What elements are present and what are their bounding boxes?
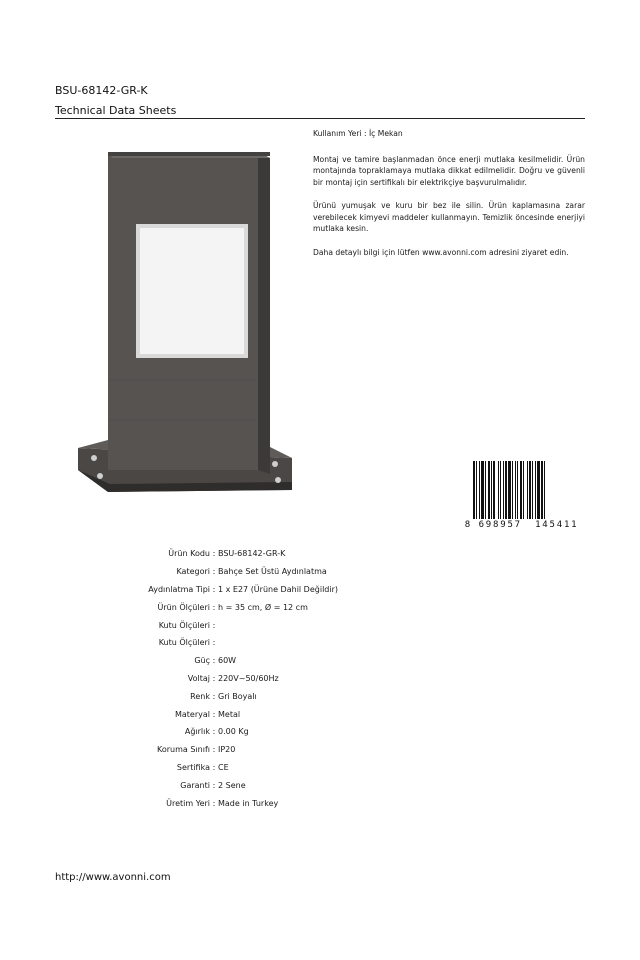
- usage-info: [313, 128, 585, 270]
- spec-separator: :: [212, 549, 216, 559]
- spec-value: BSU-68142-GR-K: [218, 549, 286, 559]
- spec-value: 1 x E27 (Ürüne Dahil Değildir): [218, 584, 338, 594]
- barcode-first-digit: 8: [464, 520, 471, 530]
- document-header: [55, 82, 585, 118]
- spec-separator: :: [212, 780, 216, 790]
- spec-label: Ürün Ölçüleri: [157, 602, 210, 612]
- spec-row: [100, 759, 500, 777]
- spec-row: [100, 598, 500, 616]
- product-image: [70, 140, 300, 500]
- spec-separator: :: [212, 567, 216, 577]
- spec-separator: :: [212, 709, 216, 719]
- spec-label: Kutu Ölçüleri: [158, 620, 210, 630]
- spec-separator: :: [212, 584, 216, 594]
- spec-value: Bahçe Set Üstü Aydınlatma: [218, 567, 327, 577]
- spec-separator: :: [212, 691, 216, 701]
- spec-row: [100, 652, 500, 670]
- spec-label: Materyal: [174, 709, 210, 719]
- spec-row: [100, 616, 500, 634]
- spec-value: Gri Boyalı: [218, 691, 257, 701]
- spec-table: [100, 545, 500, 812]
- spec-label: Ürün Kodu: [168, 549, 210, 559]
- header-divider: [55, 118, 585, 119]
- spec-separator: :: [212, 762, 216, 772]
- spec-value: IP20: [218, 745, 236, 755]
- header-subtitle: Technical Data Sheets: [55, 104, 177, 117]
- usage-location: Kullanım Yeri : İç Mekan: [313, 129, 403, 138]
- cleaning-paragraph: Ürünü yumuşak ve kuru bir bez ile silin. Ürün kaplamasına zarar verebilecek kimyevi maddeler kullanmayın. Temizlik öncesinde enerjiyi mutlaka kesin.: [313, 201, 585, 233]
- spec-row: [100, 563, 500, 581]
- safety-paragraph: Montaj ve tamire başlanmadan önce enerji mutlaka kesilmelidir. Ürün montajında topraklamaya mutlaka dikkat edilmelidir. Doğru ve güvenli bir montaj için sertifikalı bir elektrikçiye başvurulmalıdır.: [313, 154, 585, 187]
- spec-label: Renk: [190, 691, 210, 701]
- spec-label: Sertifika: [176, 762, 210, 772]
- spec-value: Made in Turkey: [218, 798, 279, 808]
- spec-label: Kutu Ölçüleri: [158, 638, 210, 648]
- spec-separator: :: [212, 638, 216, 648]
- spec-separator: :: [212, 727, 216, 737]
- spec-value: Metal: [218, 709, 241, 719]
- spec-row: [100, 545, 500, 563]
- footer-website-link[interactable]: http://www.avonni.com: [55, 872, 171, 883]
- spec-separator: :: [212, 673, 216, 683]
- header-product-code: BSU-68142-GR-K: [55, 84, 148, 97]
- spec-label: Güç: [194, 656, 210, 666]
- spec-label: Garanti: [180, 780, 210, 790]
- more-info-paragraph: Daha detaylı bilgi için lütfen www.avonni.com adresini ziyaret edin.: [313, 247, 569, 257]
- spec-row: [100, 741, 500, 759]
- spec-value: 0.00 Kg: [218, 727, 249, 737]
- spec-label: Aydınlatma Tipi: [148, 584, 210, 594]
- spec-row: [100, 670, 500, 688]
- spec-value: h = 35 cm, Ø = 12 cm: [218, 602, 308, 612]
- spec-row: [100, 723, 500, 741]
- spec-row: [100, 581, 500, 599]
- spec-separator: :: [212, 798, 216, 808]
- spec-row: [100, 776, 500, 794]
- spec-separator: :: [212, 602, 216, 612]
- spec-label: Koruma Sınıfı: [157, 745, 210, 755]
- spec-label: Kategori: [176, 567, 210, 577]
- spec-value: 60W: [218, 656, 237, 666]
- barcode-number: [463, 519, 585, 531]
- spec-row: [100, 687, 500, 705]
- spec-value: CE: [218, 762, 229, 772]
- spec-label: Ağırlık: [184, 727, 210, 737]
- barcode-left-group: 698957: [478, 520, 522, 530]
- spec-row: [100, 794, 500, 812]
- barcode-right-group: 145411: [535, 520, 579, 530]
- spec-label: Üretim Yeri: [166, 798, 210, 808]
- spec-value: 220V~50/60Hz: [218, 673, 279, 683]
- spec-value: 2 Sene: [218, 780, 246, 790]
- spec-separator: :: [212, 656, 216, 666]
- spec-row: [100, 634, 500, 652]
- spec-separator: :: [212, 745, 216, 755]
- spec-label: Voltaj: [187, 673, 210, 683]
- spec-separator: :: [212, 620, 216, 630]
- spec-row: [100, 705, 500, 723]
